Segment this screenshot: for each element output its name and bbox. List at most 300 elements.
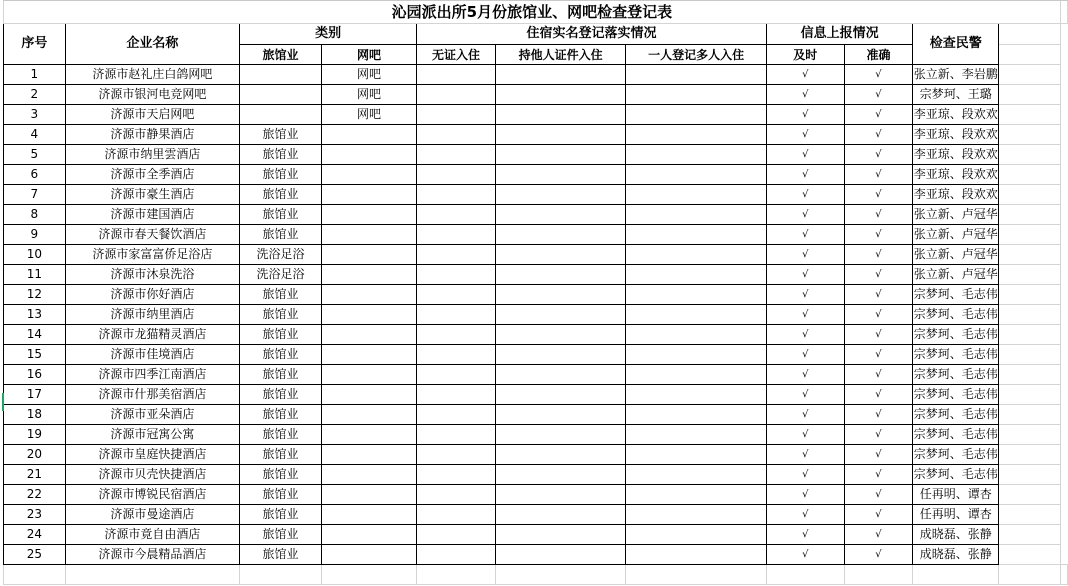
row-one-many[interactable] — [626, 385, 767, 405]
row-no-id[interactable] — [417, 265, 496, 285]
row-accurate[interactable]: √ — [844, 245, 913, 265]
cell[interactable] — [999, 525, 1060, 545]
cell[interactable] — [999, 145, 1060, 165]
row-timely[interactable]: √ — [766, 425, 844, 445]
row-cat-hotel[interactable]: 洗浴足浴 — [240, 245, 322, 265]
row-seq[interactable]: 8 — [4, 205, 66, 225]
row-one-many[interactable] — [626, 405, 767, 425]
row-accurate[interactable]: √ — [844, 345, 913, 365]
row-cat-netbar[interactable] — [321, 185, 416, 205]
row-cat-netbar[interactable] — [321, 545, 416, 565]
row-other-id[interactable] — [495, 325, 626, 345]
row-one-many[interactable] — [626, 485, 767, 505]
cell[interactable] — [1060, 565, 1067, 585]
row-timely[interactable]: √ — [766, 465, 844, 485]
row-no-id[interactable] — [417, 305, 496, 325]
row-cat-hotel[interactable]: 旅馆业 — [240, 365, 322, 385]
row-no-id[interactable] — [417, 85, 496, 105]
row-police[interactable]: 宗梦珂、毛志伟 — [913, 445, 999, 465]
row-no-id[interactable] — [417, 405, 496, 425]
row-other-id[interactable] — [495, 385, 626, 405]
row-other-id[interactable] — [495, 365, 626, 385]
row-no-id[interactable] — [417, 245, 496, 265]
row-timely[interactable]: √ — [766, 505, 844, 525]
row-seq[interactable]: 22 — [4, 485, 66, 505]
row-cat-hotel[interactable]: 旅馆业 — [240, 345, 322, 365]
row-one-many[interactable] — [626, 145, 767, 165]
row-seq[interactable]: 9 — [4, 225, 66, 245]
row-company-name[interactable]: 济源市你好酒店 — [65, 285, 239, 305]
row-police[interactable]: 宗梦珂、毛志伟 — [913, 325, 999, 345]
header-category[interactable]: 类别 — [240, 24, 417, 45]
row-cat-hotel[interactable]: 旅馆业 — [240, 225, 322, 245]
row-one-many[interactable] — [626, 505, 767, 525]
row-cat-hotel[interactable]: 旅馆业 — [240, 145, 322, 165]
cell[interactable] — [999, 285, 1060, 305]
cell[interactable] — [844, 565, 913, 585]
row-timely[interactable]: √ — [766, 285, 844, 305]
row-cat-netbar[interactable]: 网吧 — [321, 105, 416, 125]
row-cat-hotel[interactable]: 旅馆业 — [240, 385, 322, 405]
header-other-id[interactable]: 持他人证件入住 — [495, 45, 626, 65]
row-cat-hotel[interactable] — [240, 105, 322, 125]
row-timely[interactable]: √ — [766, 365, 844, 385]
row-accurate[interactable]: √ — [844, 465, 913, 485]
row-seq[interactable]: 24 — [4, 525, 66, 545]
header-seq[interactable]: 序号 — [4, 24, 66, 65]
row-other-id[interactable] — [495, 245, 626, 265]
header-realname-registration[interactable]: 住宿实名登记落实情况 — [417, 24, 767, 45]
row-timely[interactable]: √ — [766, 165, 844, 185]
row-cat-netbar[interactable] — [321, 425, 416, 445]
cell[interactable] — [999, 405, 1060, 425]
row-other-id[interactable] — [495, 485, 626, 505]
row-police[interactable]: 成晓磊、张静 — [913, 525, 999, 545]
row-cat-netbar[interactable] — [321, 505, 416, 525]
row-seq[interactable]: 23 — [4, 505, 66, 525]
row-accurate[interactable]: √ — [844, 125, 913, 145]
row-one-many[interactable] — [626, 125, 767, 145]
row-other-id[interactable] — [495, 265, 626, 285]
row-accurate[interactable]: √ — [844, 265, 913, 285]
row-company-name[interactable]: 济源市四季江南酒店 — [65, 365, 239, 385]
row-no-id[interactable] — [417, 345, 496, 365]
row-one-many[interactable] — [626, 225, 767, 245]
row-cat-hotel[interactable]: 旅馆业 — [240, 165, 322, 185]
cell[interactable] — [999, 545, 1060, 565]
row-cat-hotel[interactable]: 旅馆业 — [240, 405, 322, 425]
row-other-id[interactable] — [495, 105, 626, 125]
row-accurate[interactable]: √ — [844, 505, 913, 525]
row-cat-hotel[interactable]: 旅馆业 — [240, 325, 322, 345]
row-police[interactable]: 李亚琼、段欢欢 — [913, 185, 999, 205]
cell[interactable] — [999, 425, 1060, 445]
row-seq[interactable]: 6 — [4, 165, 66, 185]
row-company-name[interactable]: 济源市佳境酒店 — [65, 345, 239, 365]
row-cat-hotel[interactable] — [240, 65, 322, 85]
row-no-id[interactable] — [417, 145, 496, 165]
header-accurate[interactable]: 准确 — [844, 45, 913, 65]
row-seq[interactable]: 5 — [4, 145, 66, 165]
cell[interactable] — [626, 565, 767, 585]
row-seq[interactable]: 3 — [4, 105, 66, 125]
row-one-many[interactable] — [626, 445, 767, 465]
row-other-id[interactable] — [495, 505, 626, 525]
cell[interactable] — [321, 565, 416, 585]
cell[interactable] — [999, 165, 1060, 185]
row-timely[interactable]: √ — [766, 145, 844, 165]
cell[interactable] — [999, 505, 1060, 525]
row-other-id[interactable] — [495, 545, 626, 565]
row-accurate[interactable]: √ — [844, 485, 913, 505]
row-cat-netbar[interactable] — [321, 365, 416, 385]
header-company-name[interactable]: 企业名称 — [65, 24, 239, 65]
cell[interactable] — [999, 85, 1060, 105]
row-one-many[interactable] — [626, 345, 767, 365]
row-company-name[interactable]: 济源市纳里酒店 — [65, 305, 239, 325]
cell[interactable] — [999, 205, 1060, 225]
row-cat-hotel[interactable]: 旅馆业 — [240, 185, 322, 205]
row-other-id[interactable] — [495, 225, 626, 245]
header-cat-netbar[interactable]: 网吧 — [321, 45, 416, 65]
row-cat-netbar[interactable] — [321, 245, 416, 265]
row-no-id[interactable] — [417, 65, 496, 85]
row-no-id[interactable] — [417, 385, 496, 405]
row-no-id[interactable] — [417, 125, 496, 145]
row-police[interactable]: 宗梦珂、毛志伟 — [913, 405, 999, 425]
row-company-name[interactable]: 济源市贝壳快捷酒店 — [65, 465, 239, 485]
row-cat-netbar[interactable]: 网吧 — [321, 65, 416, 85]
row-cat-hotel[interactable]: 旅馆业 — [240, 285, 322, 305]
row-police[interactable]: 任再明、谭杏 — [913, 505, 999, 525]
row-cat-hotel[interactable]: 旅馆业 — [240, 125, 322, 145]
row-seq[interactable]: 10 — [4, 245, 66, 265]
row-timely[interactable]: √ — [766, 265, 844, 285]
row-company-name[interactable]: 济源市建国酒店 — [65, 205, 239, 225]
row-cat-hotel[interactable]: 旅馆业 — [240, 545, 322, 565]
row-company-name[interactable]: 济源市竟自由酒店 — [65, 525, 239, 545]
cell[interactable] — [913, 565, 999, 585]
row-other-id[interactable] — [495, 185, 626, 205]
row-seq[interactable]: 14 — [4, 325, 66, 345]
row-no-id[interactable] — [417, 285, 496, 305]
header-no-id[interactable]: 无证入住 — [417, 45, 496, 65]
row-one-many[interactable] — [626, 525, 767, 545]
row-accurate[interactable]: √ — [844, 385, 913, 405]
header-inspecting-police[interactable]: 检查民警 — [913, 24, 999, 65]
row-cat-netbar[interactable] — [321, 285, 416, 305]
row-accurate[interactable]: √ — [844, 145, 913, 165]
row-accurate[interactable]: √ — [844, 65, 913, 85]
row-other-id[interactable] — [495, 425, 626, 445]
cell[interactable] — [999, 445, 1060, 465]
row-company-name[interactable]: 济源市天启网吧 — [65, 105, 239, 125]
row-police[interactable]: 张立新、卢冠华 — [913, 225, 999, 245]
cell[interactable] — [65, 565, 239, 585]
row-accurate[interactable]: √ — [844, 305, 913, 325]
row-company-name[interactable]: 济源市纳里雲酒店 — [65, 145, 239, 165]
row-timely[interactable]: √ — [766, 405, 844, 425]
row-timely[interactable]: √ — [766, 325, 844, 345]
row-other-id[interactable] — [495, 85, 626, 105]
row-one-many[interactable] — [626, 305, 767, 325]
row-police[interactable]: 李亚琼、段欢欢 — [913, 165, 999, 185]
row-company-name[interactable]: 济源市全季酒店 — [65, 165, 239, 185]
row-cat-netbar[interactable] — [321, 225, 416, 245]
row-one-many[interactable] — [626, 265, 767, 285]
row-police[interactable]: 任再明、谭杏 — [913, 485, 999, 505]
row-one-many[interactable] — [626, 285, 767, 305]
row-cat-hotel[interactable]: 旅馆业 — [240, 445, 322, 465]
row-other-id[interactable] — [495, 125, 626, 145]
row-timely[interactable]: √ — [766, 85, 844, 105]
row-one-many[interactable] — [626, 425, 767, 445]
row-police[interactable]: 张立新、李岩鹏 — [913, 65, 999, 85]
cell[interactable] — [999, 385, 1060, 405]
cell[interactable] — [999, 245, 1060, 265]
row-police[interactable]: 宗梦珂、毛志伟 — [913, 365, 999, 385]
row-cat-netbar[interactable] — [321, 485, 416, 505]
row-police[interactable]: 宗梦珂、毛志伟 — [913, 425, 999, 445]
cell[interactable] — [999, 24, 1060, 45]
row-other-id[interactable] — [495, 405, 626, 425]
row-police[interactable]: 李亚琼、段欢欢 — [913, 105, 999, 125]
cell[interactable] — [999, 325, 1060, 345]
row-company-name[interactable]: 济源市博锐民宿酒店 — [65, 485, 239, 505]
row-one-many[interactable] — [626, 165, 767, 185]
row-no-id[interactable] — [417, 465, 496, 485]
row-seq[interactable]: 4 — [4, 125, 66, 145]
row-no-id[interactable] — [417, 185, 496, 205]
row-police[interactable]: 宗梦珂、毛志伟 — [913, 465, 999, 485]
row-cat-netbar[interactable] — [321, 125, 416, 145]
row-accurate[interactable]: √ — [844, 445, 913, 465]
cell[interactable] — [417, 565, 496, 585]
row-seq[interactable]: 2 — [4, 85, 66, 105]
row-police[interactable]: 宗梦珂、毛志伟 — [913, 385, 999, 405]
row-timely[interactable]: √ — [766, 105, 844, 125]
cell[interactable] — [999, 225, 1060, 245]
row-company-name[interactable]: 济源市春天餐饮酒店 — [65, 225, 239, 245]
row-cat-hotel[interactable]: 旅馆业 — [240, 425, 322, 445]
row-accurate[interactable]: √ — [844, 525, 913, 545]
cell[interactable] — [1060, 1, 1067, 24]
cell[interactable] — [999, 45, 1060, 65]
row-no-id[interactable] — [417, 505, 496, 525]
row-timely[interactable]: √ — [766, 205, 844, 225]
row-timely[interactable]: √ — [766, 545, 844, 565]
row-cat-netbar[interactable] — [321, 165, 416, 185]
row-police[interactable]: 宗梦珂、毛志伟 — [913, 285, 999, 305]
row-company-name[interactable]: 济源市赵礼庄白鸽网吧 — [65, 65, 239, 85]
row-cat-hotel[interactable]: 旅馆业 — [240, 465, 322, 485]
row-company-name[interactable]: 济源市银河电竞网吧 — [65, 85, 239, 105]
cell[interactable] — [999, 265, 1060, 285]
row-no-id[interactable] — [417, 525, 496, 545]
row-cat-netbar[interactable] — [321, 325, 416, 345]
row-accurate[interactable]: √ — [844, 425, 913, 445]
cell[interactable] — [999, 125, 1060, 145]
cell[interactable] — [999, 365, 1060, 385]
row-other-id[interactable] — [495, 345, 626, 365]
row-accurate[interactable]: √ — [844, 365, 913, 385]
row-timely[interactable]: √ — [766, 225, 844, 245]
row-cat-hotel[interactable]: 洗浴足浴 — [240, 265, 322, 285]
row-police[interactable]: 李亚琼、段欢欢 — [913, 145, 999, 165]
row-company-name[interactable]: 济源市冠寓公寓 — [65, 425, 239, 445]
row-company-name[interactable]: 济源市家富富侨足浴店 — [65, 245, 239, 265]
row-other-id[interactable] — [495, 205, 626, 225]
row-one-many[interactable] — [626, 205, 767, 225]
row-timely[interactable]: √ — [766, 385, 844, 405]
row-other-id[interactable] — [495, 465, 626, 485]
row-cat-netbar[interactable] — [321, 525, 416, 545]
row-cat-hotel[interactable]: 旅馆业 — [240, 485, 322, 505]
cell[interactable] — [4, 565, 66, 585]
row-no-id[interactable] — [417, 165, 496, 185]
row-one-many[interactable] — [626, 465, 767, 485]
row-police[interactable]: 张立新、卢冠华 — [913, 205, 999, 225]
row-company-name[interactable]: 济源市什那美宿酒店 — [65, 385, 239, 405]
row-seq[interactable]: 11 — [4, 265, 66, 285]
row-police[interactable]: 张立新、卢冠华 — [913, 245, 999, 265]
row-company-name[interactable]: 济源市今晨精品酒店 — [65, 545, 239, 565]
row-seq[interactable]: 1 — [4, 65, 66, 85]
row-timely[interactable]: √ — [766, 185, 844, 205]
row-one-many[interactable] — [626, 65, 767, 85]
row-seq[interactable]: 13 — [4, 305, 66, 325]
row-timely[interactable]: √ — [766, 245, 844, 265]
cell[interactable] — [999, 65, 1060, 85]
cell[interactable] — [999, 305, 1060, 325]
cell[interactable] — [495, 565, 626, 585]
row-seq[interactable]: 15 — [4, 345, 66, 365]
row-company-name[interactable]: 济源市龙猫精灵酒店 — [65, 325, 239, 345]
row-no-id[interactable] — [417, 105, 496, 125]
row-accurate[interactable]: √ — [844, 285, 913, 305]
row-one-many[interactable] — [626, 545, 767, 565]
row-one-many[interactable] — [626, 185, 767, 205]
row-seq[interactable]: 25 — [4, 545, 66, 565]
row-no-id[interactable] — [417, 445, 496, 465]
row-accurate[interactable]: √ — [844, 185, 913, 205]
header-info-report[interactable]: 信息上报情况 — [766, 24, 912, 45]
row-cat-netbar[interactable] — [321, 465, 416, 485]
row-cat-netbar[interactable] — [321, 345, 416, 365]
row-one-many[interactable] — [626, 365, 767, 385]
row-timely[interactable]: √ — [766, 485, 844, 505]
row-police[interactable]: 宗梦珂、毛志伟 — [913, 345, 999, 365]
row-cat-netbar[interactable] — [321, 405, 416, 425]
row-accurate[interactable]: √ — [844, 105, 913, 125]
row-no-id[interactable] — [417, 485, 496, 505]
row-accurate[interactable]: √ — [844, 405, 913, 425]
row-timely[interactable]: √ — [766, 125, 844, 145]
row-timely[interactable]: √ — [766, 65, 844, 85]
cell[interactable] — [999, 185, 1060, 205]
row-accurate[interactable]: √ — [844, 165, 913, 185]
row-other-id[interactable] — [495, 165, 626, 185]
row-no-id[interactable] — [417, 225, 496, 245]
row-accurate[interactable]: √ — [844, 85, 913, 105]
cell[interactable] — [766, 565, 844, 585]
row-police[interactable]: 李亚琼、段欢欢 — [913, 125, 999, 145]
cell[interactable] — [240, 565, 322, 585]
row-one-many[interactable] — [626, 105, 767, 125]
cell[interactable] — [999, 485, 1060, 505]
row-cat-hotel[interactable]: 旅馆业 — [240, 505, 322, 525]
row-seq[interactable]: 19 — [4, 425, 66, 445]
row-timely[interactable]: √ — [766, 345, 844, 365]
row-cat-netbar[interactable] — [321, 305, 416, 325]
row-no-id[interactable] — [417, 365, 496, 385]
row-other-id[interactable] — [495, 445, 626, 465]
row-seq[interactable]: 18 — [4, 405, 66, 425]
cell[interactable] — [999, 105, 1060, 125]
row-no-id[interactable] — [417, 205, 496, 225]
row-seq[interactable]: 21 — [4, 465, 66, 485]
row-no-id[interactable] — [417, 545, 496, 565]
row-seq[interactable]: 16 — [4, 365, 66, 385]
sheet-title[interactable]: 沁园派出所5月份旅馆业、网吧检查登记表 — [4, 1, 1061, 24]
row-accurate[interactable]: √ — [844, 205, 913, 225]
row-seq[interactable]: 17 — [4, 385, 66, 405]
row-police[interactable]: 宗梦珂、毛志伟 — [913, 305, 999, 325]
row-seq[interactable]: 12 — [4, 285, 66, 305]
row-cat-netbar[interactable] — [321, 445, 416, 465]
row-no-id[interactable] — [417, 425, 496, 445]
header-cat-hotel[interactable]: 旅馆业 — [240, 45, 322, 65]
row-police[interactable]: 宗梦珂、王璐 — [913, 85, 999, 105]
row-cat-hotel[interactable]: 旅馆业 — [240, 205, 322, 225]
header-one-many[interactable]: 一人登记多人入住 — [626, 45, 767, 65]
row-cat-netbar[interactable] — [321, 145, 416, 165]
row-police[interactable]: 张立新、卢冠华 — [913, 265, 999, 285]
row-timely[interactable]: √ — [766, 445, 844, 465]
row-seq[interactable]: 7 — [4, 185, 66, 205]
row-accurate[interactable]: √ — [844, 545, 913, 565]
row-other-id[interactable] — [495, 285, 626, 305]
cell[interactable] — [999, 565, 1060, 585]
row-seq[interactable]: 20 — [4, 445, 66, 465]
row-cat-hotel[interactable]: 旅馆业 — [240, 525, 322, 545]
row-cat-hotel[interactable]: 旅馆业 — [240, 305, 322, 325]
header-timely[interactable]: 及时 — [766, 45, 844, 65]
row-company-name[interactable]: 济源市静果酒店 — [65, 125, 239, 145]
row-company-name[interactable]: 济源市皇庭快捷酒店 — [65, 445, 239, 465]
row-timely[interactable]: √ — [766, 305, 844, 325]
row-cat-netbar[interactable]: 网吧 — [321, 85, 416, 105]
row-other-id[interactable] — [495, 145, 626, 165]
row-police[interactable]: 成晓磊、张静 — [913, 545, 999, 565]
row-company-name[interactable]: 济源市曼途酒店 — [65, 505, 239, 525]
row-company-name[interactable]: 济源市沐泉洗浴 — [65, 265, 239, 285]
row-accurate[interactable]: √ — [844, 225, 913, 245]
row-one-many[interactable] — [626, 245, 767, 265]
row-other-id[interactable] — [495, 65, 626, 85]
row-cat-hotel[interactable] — [240, 85, 322, 105]
cell[interactable] — [999, 465, 1060, 485]
row-accurate[interactable]: √ — [844, 325, 913, 345]
row-cat-netbar[interactable] — [321, 385, 416, 405]
row-cat-netbar[interactable] — [321, 205, 416, 225]
row-company-name[interactable]: 济源市豪生酒店 — [65, 185, 239, 205]
row-other-id[interactable] — [495, 305, 626, 325]
row-one-many[interactable] — [626, 325, 767, 345]
row-cat-netbar[interactable] — [321, 265, 416, 285]
cell[interactable] — [999, 345, 1060, 365]
row-timely[interactable]: √ — [766, 525, 844, 545]
